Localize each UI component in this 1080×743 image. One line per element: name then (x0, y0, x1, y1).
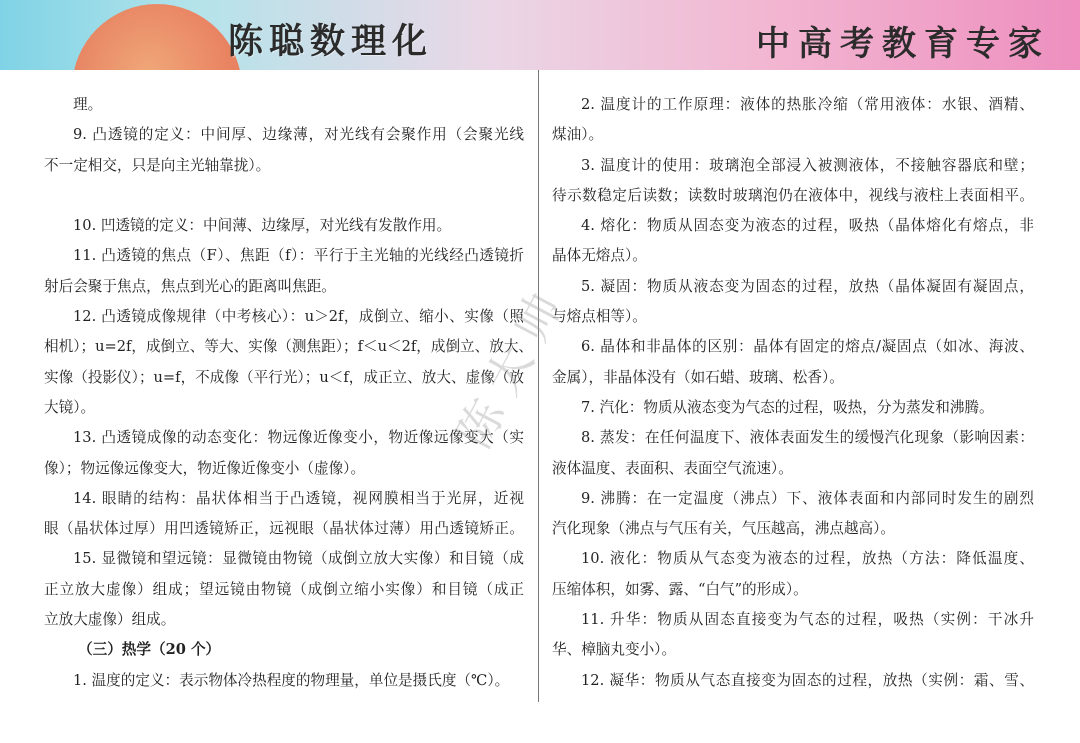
text-line: 不一定相交，只是向主光轴靠拢）。 (44, 156, 271, 174)
text-line: 正立放大虚像）组成；望远镜由物镜（成倒立缩小实像）和目镜（成正 (44, 580, 524, 598)
text-line: 8. 蒸发：在任何温度下、液体表面发生的缓慢汽化现象（影响因素： (581, 429, 1034, 447)
text-line: 液体温度、表面积、表面空气流速）。 (552, 459, 793, 477)
text-line: 2. 温度计的工作原理：液体的热胀冷缩（常用液体：水银、酒精、 (581, 96, 1034, 113)
text-line: 10. 液化：物质从气态变为液态的过程，放热（方法：降低温度、 (581, 550, 1034, 568)
text-line: 实像（投影仪）；u=f，不成像（平行光）；u＜f，成正立、放大、虚像（放 (44, 368, 524, 386)
text-line: 像）；物远像远像变大，物近像近像变小（虚像）。 (44, 459, 366, 477)
blank-line (44, 181, 524, 211)
text-line: 待示数稳定后读数；读数时玻璃泡仍在液体中，视线与液柱上表面相平。 (552, 186, 1034, 204)
text-line: 4. 熔化：物质从固态变为液态的过程，吸热（晶体熔化有熔点，非 (581, 217, 1034, 235)
text-line: 立放大虚像）组成。 (44, 611, 176, 629)
text-line: 射后会聚于焦点，焦点到光心的距离叫焦距。 (44, 277, 336, 295)
text-line: 压缩体积，如雾、露、“白气”的形成）。 (552, 580, 808, 598)
right-column (552, 90, 1034, 696)
brand-title: 陈聪数理化 (228, 22, 434, 62)
text-line: 大镜）。 (44, 398, 96, 416)
sun-decoration (72, 4, 242, 70)
text-line: 6. 晶体和非晶体的区别：晶体有固定的熔点/凝固点（如冰、海波、 (581, 338, 1034, 356)
text-line: 5. 凝固：物质从液态变为固态的过程，放热（晶体凝固有凝固点， (581, 277, 1034, 295)
text-line: 9. 凸透镜的定义：中间厚、边缘薄，对光线有会聚作用（会聚光线 (73, 126, 524, 144)
text-line: 晶体无熔点）。 (552, 247, 647, 265)
text-line: 7. 汽化：物质从液态变为气态的过程，吸热，分为蒸发和沸腾。 (581, 398, 994, 416)
section-heading: （三）热学（20 个） (78, 641, 221, 659)
text-line: 1. 温度的定义：表示物体冷热程度的物理量，单位是摄氏度（℃）。 (73, 671, 510, 689)
text-line: 12. 凝华：物质从气态直接变为固态的过程，放热（实例：霜、雪、 (581, 671, 1034, 689)
text-line: 10. 凹透镜的定义：中间薄、边缘厚，对光线有发散作用。 (73, 217, 452, 235)
text-line: 11. 凸透镜的焦点（F）、焦距（f）：平行于主光轴的光线经凸透镜折 (73, 247, 524, 265)
text-line: 华、樟脑丸变小）。 (552, 641, 677, 659)
text-line: 9. 沸腾：在一定温度（沸点）下、液体表面和内部同时发生的剧烈 (581, 489, 1034, 507)
watermark: 陈大帅 (446, 272, 579, 457)
header-banner (0, 0, 1080, 70)
text-line: 与熔点相等）。 (552, 308, 647, 326)
text-line: 15. 显微镜和望远镜：显微镜由物镜（成倒立放大实像）和目镜（成 (73, 550, 524, 568)
slogan-title: 中高考教育专家 (756, 24, 1050, 64)
text-line: 煤油）。 (552, 126, 604, 144)
text-line: 理。 (73, 96, 103, 113)
text-line: 14. 眼睛的结构：晶状体相当于凸透镜，视网膜相当于光屏，近视 (73, 489, 524, 507)
text-line: 3. 温度计的使用：玻璃泡全部浸入被测液体，不接触容器底和壁； (581, 156, 1034, 174)
text-line: 眼（晶状体过厚）用凹透镜矫正，远视眼（晶状体过薄）用凸透镜矫正。 (44, 520, 524, 538)
column-divider (538, 70, 539, 702)
text-line: 相机）；u=2f，成倒立、等大、实像（测焦距）；f＜u＜2f，成倒立、放大、 (44, 338, 534, 356)
left-column (44, 90, 534, 696)
text-line: 11. 升华：物质从固态直接变为气态的过程，吸热（实例：干冰升 (581, 611, 1034, 629)
text-line: 13. 凸透镜成像的动态变化：物远像近像变小，物近像远像变大（实 (73, 429, 524, 447)
text-line: 12. 凸透镜成像规律（中考核心）：u＞2f，成倒立、缩小、实像（照 (73, 308, 524, 326)
text-line: 金属），非晶体没有（如石蜡、玻璃、松香）。 (552, 368, 844, 386)
text-line: 汽化现象（沸点与气压有关，气压越高，沸点越高）。 (552, 520, 895, 538)
